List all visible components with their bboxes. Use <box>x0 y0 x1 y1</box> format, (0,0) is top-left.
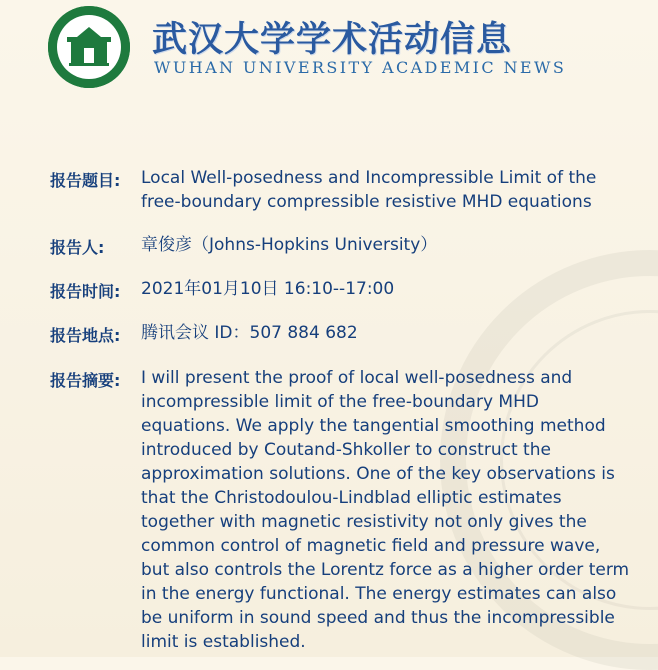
field-value: I will present the proof of local well-posedness and incompressible limit of the free-boundary MHD equations. We apply the tangential smoothing method introduced by Coutand-Shkoller to construct the approximation solutions. One of the key observations is that the Christodoulou-Lindblad elliptic estimates together with magnetic resistivity not only gives the common control of magnetic field and pressure wave, but also controls the Lorentz force as a higher order term in the energy functional. The energy estimates can also be uniform in sound speed and thus the incompressible limit is established. <box>141 368 630 652</box>
field-value: 2021年01月10日 16:10--17:00 <box>141 279 395 299</box>
field-value: 章俊彦（Johns-Hopkins University） <box>141 235 438 255</box>
field-location <box>50 321 621 345</box>
field-title <box>50 166 621 214</box>
gate-icon <box>57 15 121 79</box>
site-subtitle: WUHAN UNIVERSITY ACADEMIC NEWS <box>154 58 567 77</box>
field-label: 报告人: <box>50 238 105 257</box>
field-speaker <box>50 233 621 257</box>
field-value: 腾讯会议 ID：507 884 682 <box>141 323 358 343</box>
field-label: 报告题目: <box>50 171 121 190</box>
university-logo <box>48 6 130 88</box>
field-value: Local Well-posedness and Incompressible Limit of the free-boundary compressible resistive MHD equations <box>141 168 597 212</box>
field-time <box>50 277 621 301</box>
field-label: 报告地点: <box>50 326 121 345</box>
field-label: 报告摘要: <box>50 371 121 390</box>
field-abstract <box>50 366 631 654</box>
logo-inner <box>57 15 121 79</box>
field-label: 报告时间: <box>50 282 121 301</box>
site-title: 武汉大学学术活动信息 <box>152 20 513 60</box>
page-header <box>0 0 658 110</box>
